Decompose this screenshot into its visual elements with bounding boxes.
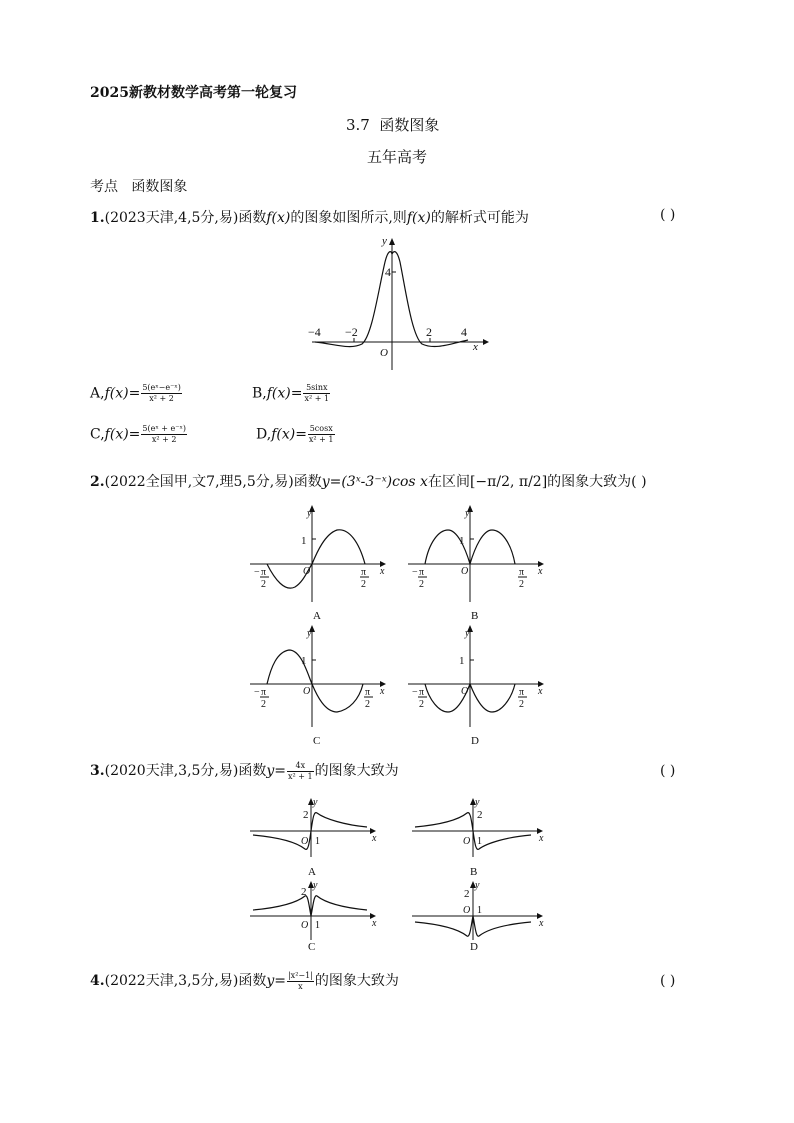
- caption-b: B: [470, 866, 478, 878]
- stem-text: 的图象大致为: [314, 973, 399, 989]
- axis-x: x: [380, 686, 385, 697]
- question-source: (2023天津,4,5分,易): [104, 210, 239, 226]
- graph-d: [408, 625, 544, 747]
- pi-den: 2: [365, 699, 370, 710]
- fraction: [303, 383, 330, 404]
- denominator: x: [298, 981, 303, 991]
- section-subtitle: 五年高考: [367, 148, 428, 166]
- tick-label-neg4: −4: [308, 325, 321, 339]
- origin: O: [303, 566, 311, 577]
- minus: −: [412, 687, 418, 698]
- option-a[interactable]: A,f(x)= $\frac{\text{5(eˣ−e⁻ˣ)}}{\text{x² + 2}}$: [90, 383, 181, 403]
- minus: −: [254, 567, 260, 578]
- tick-1: 1: [459, 535, 465, 547]
- tick-1: 1: [477, 905, 482, 916]
- graph-b: [408, 505, 544, 622]
- tick-1: 1: [301, 535, 307, 547]
- pi-num: π: [519, 567, 525, 578]
- pi-num: π: [519, 687, 525, 698]
- tick-1: 1: [315, 836, 320, 847]
- stem-text: 的图象如图所示,则: [290, 210, 407, 226]
- question-2-stem: [90, 471, 647, 491]
- stem-text: 的解析式可能为: [430, 210, 529, 226]
- axis-y: y: [313, 797, 318, 808]
- section-name: 函数图象: [379, 116, 440, 134]
- option-letter: D: [256, 426, 267, 443]
- tick-label-y4: 4: [385, 265, 391, 279]
- denominator: x² + 2: [149, 394, 174, 403]
- axis-x: x: [539, 918, 544, 929]
- axis-label-y: y: [382, 235, 387, 247]
- origin-label: O: [380, 347, 388, 359]
- y-arrow: [389, 238, 395, 245]
- tick-2: 2: [301, 886, 307, 898]
- pi-num: π: [361, 567, 367, 578]
- axis-y: y: [475, 880, 480, 891]
- func-lhs: y=: [266, 763, 286, 779]
- axis-y: y: [465, 508, 470, 519]
- graph-c: [250, 880, 377, 953]
- axis-x: x: [538, 686, 543, 697]
- question-1-graph: [300, 232, 495, 372]
- numerator: 4x: [287, 761, 314, 772]
- caption-d: D: [471, 735, 479, 747]
- option-lhs: f(x)=: [266, 385, 303, 402]
- question-number: 4.: [90, 973, 105, 989]
- numerator: 5(eˣ−e⁻ˣ): [142, 383, 181, 392]
- caption-c: C: [308, 941, 316, 953]
- question-2-graphs: [245, 502, 545, 747]
- option-lhs: f(x)=: [104, 426, 141, 443]
- axis-x: x: [372, 918, 377, 929]
- pi-den: 2: [261, 579, 266, 590]
- answer-blank-1[interactable]: ( ): [660, 207, 676, 223]
- graph-a: [250, 797, 377, 878]
- pi-den: 2: [261, 699, 266, 710]
- pi-num: π: [261, 687, 267, 698]
- question-1-stem: [90, 207, 529, 227]
- stem-text: 函数: [238, 763, 267, 779]
- axis-y: y: [307, 628, 312, 639]
- numerator: |x²−1|: [287, 970, 313, 980]
- tick-label-2: 2: [426, 325, 432, 339]
- numerator: 5(eˣ + e⁻ˣ): [142, 424, 186, 433]
- stem-text: 的图象大致为( ): [547, 474, 647, 490]
- denominator: x² + 1: [287, 771, 313, 781]
- func-lhs: y=: [266, 973, 286, 989]
- option-b[interactable]: B,f(x)= $\frac{5\sin x}{\text{x² + 1}}$: [252, 383, 330, 403]
- numerator: 5sinx: [303, 383, 330, 394]
- func-name: f(x): [266, 210, 291, 226]
- option-lhs: f(x)=: [104, 385, 141, 402]
- graph-c: [250, 625, 386, 747]
- origin: O: [463, 905, 471, 916]
- option-letter: B: [252, 385, 263, 402]
- axis-y: y: [475, 797, 480, 808]
- series-title: 2025新教材数学高考第一轮复习: [90, 85, 297, 101]
- tick-2: 2: [303, 809, 309, 821]
- section-title: [346, 114, 439, 135]
- tick-2: 2: [464, 888, 470, 900]
- tick-1: 1: [315, 920, 320, 931]
- axis-x: x: [538, 566, 543, 577]
- pi-den: 2: [419, 579, 424, 590]
- pi-num: π: [261, 567, 267, 578]
- denominator: x² + 1: [304, 394, 330, 403]
- topic-heading: [90, 176, 187, 196]
- topic-name: 函数图象: [131, 179, 188, 195]
- minus: −: [254, 687, 260, 698]
- graph-b: [412, 797, 544, 878]
- topic-label: 考点: [90, 179, 118, 195]
- question-source: (2022全国甲,文7,理5,5分,易): [104, 474, 294, 490]
- x-arrow: [483, 339, 489, 345]
- question-source: (2022天津,3,5分,易): [104, 973, 239, 989]
- answer-blank-3[interactable]: ( ): [660, 763, 676, 779]
- axis-x: x: [380, 566, 385, 577]
- question-4-stem: [90, 970, 399, 992]
- pi-den: 2: [419, 699, 424, 710]
- answer-blank-4[interactable]: ( ): [660, 973, 676, 989]
- denominator: x² + 2: [151, 435, 177, 444]
- question-number: 1.: [90, 210, 105, 226]
- caption-c: C: [313, 735, 321, 747]
- tick-label-4: 4: [461, 325, 467, 339]
- origin: O: [301, 920, 309, 931]
- option-c[interactable]: C,f(x)= $\frac{\text{5(eˣ + e⁻ˣ)}}{\text{x² + 2}}$: [90, 424, 186, 444]
- caption-b: B: [471, 610, 479, 622]
- stem-text: 的图象大致为: [314, 763, 399, 779]
- interval: [−π/2, π/2]: [469, 474, 548, 490]
- pi-den: 2: [519, 579, 524, 590]
- pi-den: 2: [519, 699, 524, 710]
- fraction: [308, 424, 335, 445]
- stem-text: 函数: [238, 210, 267, 226]
- pi-num: π: [419, 687, 425, 698]
- caption-a: A: [308, 866, 316, 878]
- option-letter: C: [90, 426, 101, 443]
- axis-y: y: [313, 880, 318, 891]
- axis-label-x: x: [473, 341, 478, 353]
- question-number: 2.: [90, 474, 105, 490]
- fraction: [141, 383, 182, 404]
- option-lhs: f(x)=: [271, 426, 307, 443]
- minus: −: [412, 567, 418, 578]
- section-number: 3.7: [346, 116, 370, 134]
- fraction: [141, 424, 187, 445]
- stem-text: 函数: [293, 474, 322, 490]
- tick-2: 2: [477, 809, 483, 821]
- tick-label-neg2: −2: [345, 325, 358, 339]
- origin: O: [303, 686, 311, 697]
- axis-x: x: [372, 833, 377, 844]
- numerator: 5cosx: [309, 424, 333, 433]
- graph-d: [412, 880, 544, 953]
- option-d[interactable]: D,f(x)= $\frac{5\cos x}{\text{x² + 1}}$: [256, 424, 334, 444]
- func-expression: y=(3ˣ-3⁻ˣ)cos x: [321, 474, 428, 490]
- option-letter: A: [90, 385, 101, 402]
- tick-1: 1: [459, 655, 465, 667]
- func-name: f(x): [406, 210, 431, 226]
- pi-num: π: [365, 687, 371, 698]
- origin: O: [463, 836, 471, 847]
- stem-text: 函数: [238, 973, 267, 989]
- caption-d: D: [470, 941, 478, 953]
- question-source: (2020天津,3,5分,易): [104, 763, 239, 779]
- axis-x: x: [539, 833, 544, 844]
- question-3-graphs: [245, 795, 550, 960]
- pi-num: π: [419, 567, 425, 578]
- graph-a: [250, 505, 386, 622]
- tick-1: 1: [477, 836, 482, 847]
- caption-a: A: [313, 610, 321, 622]
- fraction: [287, 971, 314, 992]
- origin: O: [461, 686, 469, 697]
- origin: O: [301, 836, 309, 847]
- question-number: 3.: [90, 763, 105, 779]
- origin: O: [461, 566, 469, 577]
- pi-den: 2: [361, 579, 366, 590]
- fraction: [287, 761, 314, 782]
- denominator: x² + 1: [308, 435, 334, 444]
- question-3-stem: [90, 760, 399, 782]
- axis-y: y: [307, 508, 312, 519]
- axis-y: y: [465, 628, 470, 639]
- stem-text: 在区间: [427, 474, 470, 490]
- tick-1: 1: [301, 655, 307, 667]
